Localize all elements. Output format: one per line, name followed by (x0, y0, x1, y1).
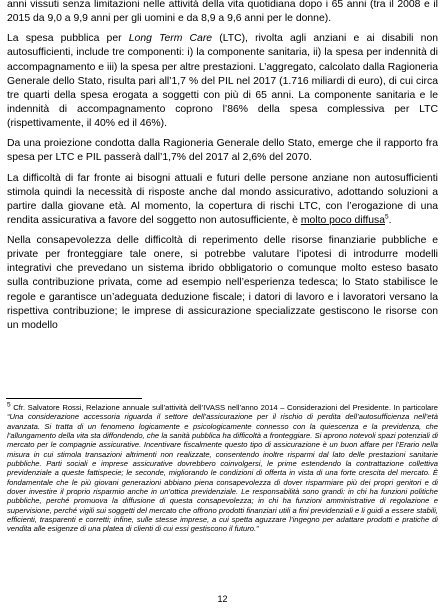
underlined-phrase: molto poco diffusa (300, 214, 385, 226)
page-number: 12 (217, 594, 228, 604)
paragraph-hybrid-model: Nella consapevolezza delle difficoltà di reperimento delle risorse finanziarie pubbliche e private per fronteggiare tale onere, si potrebbe valutare l’ipotesi di introdurre modelli integrativi che prevedano un sistema ibrido obbligatorio o comunque molto esteso basato sulla contribuzione privata, come ad esempio nell’esperienza tedesca; lo Stato stabilisce le regole e garantisce un’adeguata deduzione fiscale; i datori di lavoro e i lavoratori versano la rispettiva contribuzione; le imprese di assicurazione specializzate gestiscono le risorse con un modello (7, 235, 438, 331)
paragraph-projection: Da una proiezione condotta dalla Ragioneria Generale dello Stato, emerge che il rapporto fra spesa per LTC e PIL passerà dall’1,7% del 2017 al 2,6% del 2070. (7, 138, 438, 164)
paragraph-ltc-text-start: La spesa pubblica per (7, 33, 129, 45)
footnote-marker: 5 (7, 401, 11, 409)
footnote-quote: “Una considerazione accessoria riguarda il settore dell’assicurazione per il rischio di perdita dell’autosufficienza nell’età avanzata. Si tratta di un fenomeno logicamente e psicologicamente connesso con la quiescenza e la previdenza, che l’allungamento della vita sta diffondendo, che la sanità pubblica ha difficoltà a fronteggiare. Si aprono notevoli spazi potenziali di mercato per le compagnie assicurative. Incentivare fiscalmente questo tipo di assicurazione è un buon affare per l’Erario nella misura in cui stimola transazioni altrimenti non realizzate, consentendo inoltre risparmi dal lato delle prestazioni sanitarie pubbliche. Parti sociali e imprese assicurative dovrebbero coinvolgersi, le prime estendendo la contrattazione collettiva previdenziale a queste fattispecie; le seconde, migliorando le condizioni di offerta in vista di una forte crescita del mercato. È fondamentale che le più giovani generazioni abbiano piena consapevolezza di dover risparmiare più dei propri genitori e di dover investire il proprio risparmio anche in un’ottica previdenziale. Le responsabilità sono grandi: in chi ha funzioni politiche pubbliche, perché promuova la diffusione di questa consapevolezza; in chi ha funzioni amministrative di regolazione e supervisione, perché vigili sui soggetti del mercato che offrono prodotti finanziari utili a fini previdenziali e li guidi a essere stabili, efficienti, trasparenti e corretti; infine, sulle stesse imprese, a cui spetta aguzzare l’ingegno per adattare prodotti e pratiche di vendita alle esigenze di una platea di clienti di cui essi gestiscono il futuro.” (7, 412, 438, 534)
footnote-citation: Cfr. Salvatore Rossi, Relazione annuale sull’attività dell’IVASS nell’anno 2014 – Considerazioni del Presidente. In particolare (10, 403, 438, 412)
long-term-care-term: Long Term Care (128, 33, 213, 45)
paragraph-insurance-end: . (388, 214, 392, 226)
paragraph-insurance-text: La difficoltà di far fronte ai bisogni attuali e futuri delle persone anziane non autosufficienti stimola quindi la necessità di risposte anche dal mondo assicurativo, adottando soluzioni a partire dalla giovane età. Al momento, la copertura di rischi LTC, con l’erogazione di una rendita assicurativa a favore del soggetto non autosufficiente, è (7, 172, 438, 226)
paragraph-ltc-public-spending (7, 32, 438, 131)
footnote (7, 403, 438, 534)
paragraph-insurance-response (7, 172, 438, 228)
body-text (7, 0, 438, 333)
footnote-divider (6, 398, 142, 399)
footnote-reference: 5 (384, 213, 389, 221)
paragraph-continuation: anni vissuti senza limitazioni nelle attività della vita quotidiana dopo i 65 anni (tra il 2008 e il 2015 da 9,0 a 9,9 anni per gli uomini e da 8,9 a 9,6 anni per le donne). (7, 0, 438, 25)
paragraph-ltc-text-rest: (LTC), rivolta agli anziani e ai disabili non autosufficienti, include tre componenti: i) la componente sanitaria, ii) la spesa per indennità di accompagnamento e iii) la spesa per altre prestazioni. L’aggregato, calcolato dalla Ragioneria Generale dello Stato, risulta pari all’1,7 % del PIL nel 2017 (1.716 miliardi di euro), di cui circa tre quarti della spesa erogata a soggetti con più di 65 anni. La componente sanitaria e le indennità di accompagnamento coprono l’86% della spesa complessiva per LTC (rispettivamente, il 40% ed il 46%). (7, 33, 439, 129)
